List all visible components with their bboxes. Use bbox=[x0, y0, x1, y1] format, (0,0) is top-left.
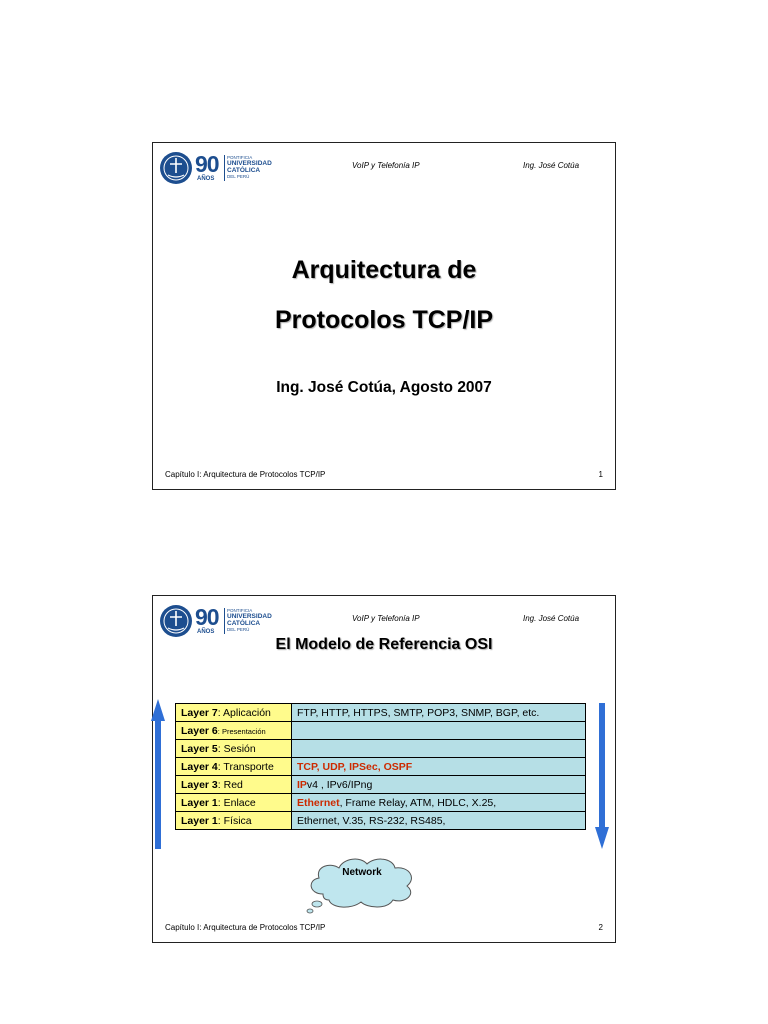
page-number: 2 bbox=[598, 923, 603, 932]
network-cloud-icon bbox=[301, 854, 423, 916]
logo-pontificia: PONTIFICIA bbox=[227, 608, 253, 613]
layer-number: Layer 4 bbox=[181, 760, 218, 773]
logo-universidad: UNIVERSIDAD bbox=[227, 160, 272, 167]
logo-university-name bbox=[227, 155, 272, 179]
protocol-cell bbox=[292, 794, 586, 812]
protocol-text: v4 , IPv6/IPng bbox=[306, 778, 373, 791]
slide-title-line-1: Arquitectura de bbox=[291, 256, 477, 284]
arrow-up-icon bbox=[151, 699, 165, 849]
layer-name: : Red bbox=[217, 778, 243, 791]
layer-name: : Presentación bbox=[217, 726, 266, 736]
table-row bbox=[176, 812, 586, 830]
table-row bbox=[176, 704, 586, 722]
slide-title: El Modelo de Referencia OSI bbox=[275, 636, 493, 653]
university-logo bbox=[159, 151, 277, 187]
layer-cell bbox=[176, 794, 292, 812]
logo-university-name bbox=[227, 608, 272, 632]
layer-number: Layer 1 bbox=[181, 814, 218, 827]
table-row bbox=[176, 722, 586, 740]
footer-chapter: Capítulo I: Arquitectura de Protocolos TCP/IP bbox=[165, 923, 326, 932]
header-author: Ing. José Cotúa bbox=[523, 161, 580, 170]
layer-number: Layer 6 bbox=[181, 724, 218, 737]
table-row bbox=[176, 740, 586, 758]
university-seal-icon bbox=[159, 604, 193, 638]
protocol-text: FTP, HTTP, HTTPS, SMTP, POP3, SNMP, BGP, etc. bbox=[297, 706, 540, 719]
university-seal-icon bbox=[159, 151, 193, 185]
header-course: VoIP y Telefonía IP bbox=[352, 614, 420, 623]
layer-cell bbox=[176, 812, 292, 830]
protocol-text: Ethernet, V.35, RS-232, RS485, bbox=[297, 814, 446, 827]
table-row bbox=[176, 794, 586, 812]
logo-universidad: UNIVERSIDAD bbox=[227, 613, 272, 620]
protocol-cell bbox=[292, 776, 586, 794]
table-row bbox=[176, 776, 586, 794]
logo-catolica: CATÓLICA bbox=[227, 167, 261, 174]
slide-subtitle: Ing. José Cotúa, Agosto 2007 bbox=[276, 379, 492, 396]
layer-number: Layer 7 bbox=[181, 706, 218, 719]
university-logo bbox=[159, 604, 277, 640]
layer-cell bbox=[176, 722, 292, 740]
slide-2 bbox=[152, 595, 616, 943]
protocol-highlight: Ethernet bbox=[297, 796, 340, 809]
page-number: 1 bbox=[598, 470, 603, 479]
osi-layers-table bbox=[175, 703, 586, 830]
logo-anos: AÑOS bbox=[197, 629, 215, 635]
layer-name: : Transporte bbox=[217, 760, 274, 773]
protocol-cell bbox=[292, 722, 586, 740]
layer-name: : Aplicación bbox=[217, 706, 271, 719]
protocol-cell bbox=[292, 758, 586, 776]
protocol-cell bbox=[292, 704, 586, 722]
header-author: Ing. José Cotúa bbox=[523, 614, 580, 623]
layer-cell bbox=[176, 758, 292, 776]
logo-peru: DEL PERÚ bbox=[227, 627, 250, 632]
layer-cell bbox=[176, 704, 292, 722]
layer-cell bbox=[176, 740, 292, 758]
network-label: Network bbox=[342, 867, 382, 878]
logo-peru: DEL PERÚ bbox=[227, 174, 250, 179]
logo-divider bbox=[224, 155, 225, 181]
protocol-cell bbox=[292, 740, 586, 758]
protocol-cell bbox=[292, 812, 586, 830]
logo-anos: AÑOS bbox=[197, 176, 215, 182]
slide-title-line-2: Protocolos TCP/IP bbox=[274, 306, 494, 334]
protocol-highlight: TCP, UDP, IPSec, OSPF bbox=[297, 760, 413, 773]
layer-name: : Sesión bbox=[217, 742, 256, 755]
logo-catolica: CATÓLICA bbox=[227, 620, 261, 627]
layer-cell bbox=[176, 776, 292, 794]
header-course: VoIP y Telefonía IP bbox=[352, 161, 420, 170]
table-row bbox=[176, 758, 586, 776]
layer-number: Layer 3 bbox=[181, 778, 218, 791]
layer-name: : Física bbox=[217, 814, 252, 827]
logo-90: 90 bbox=[195, 151, 219, 177]
arrow-down-icon bbox=[595, 703, 609, 849]
logo-divider bbox=[224, 608, 225, 634]
logo-pontificia: PONTIFICIA bbox=[227, 155, 253, 160]
protocol-text: , Frame Relay, ATM, HDLC, X.25, bbox=[339, 796, 497, 809]
protocol-highlight: IP bbox=[297, 778, 307, 791]
layer-number: Layer 1 bbox=[181, 796, 218, 809]
layer-name: : Enlace bbox=[217, 796, 256, 809]
footer-chapter: Capítulo I: Arquitectura de Protocolos TCP/IP bbox=[165, 470, 326, 479]
logo-90: 90 bbox=[195, 604, 219, 630]
layer-number: Layer 5 bbox=[181, 742, 218, 755]
slide-1 bbox=[152, 142, 616, 490]
